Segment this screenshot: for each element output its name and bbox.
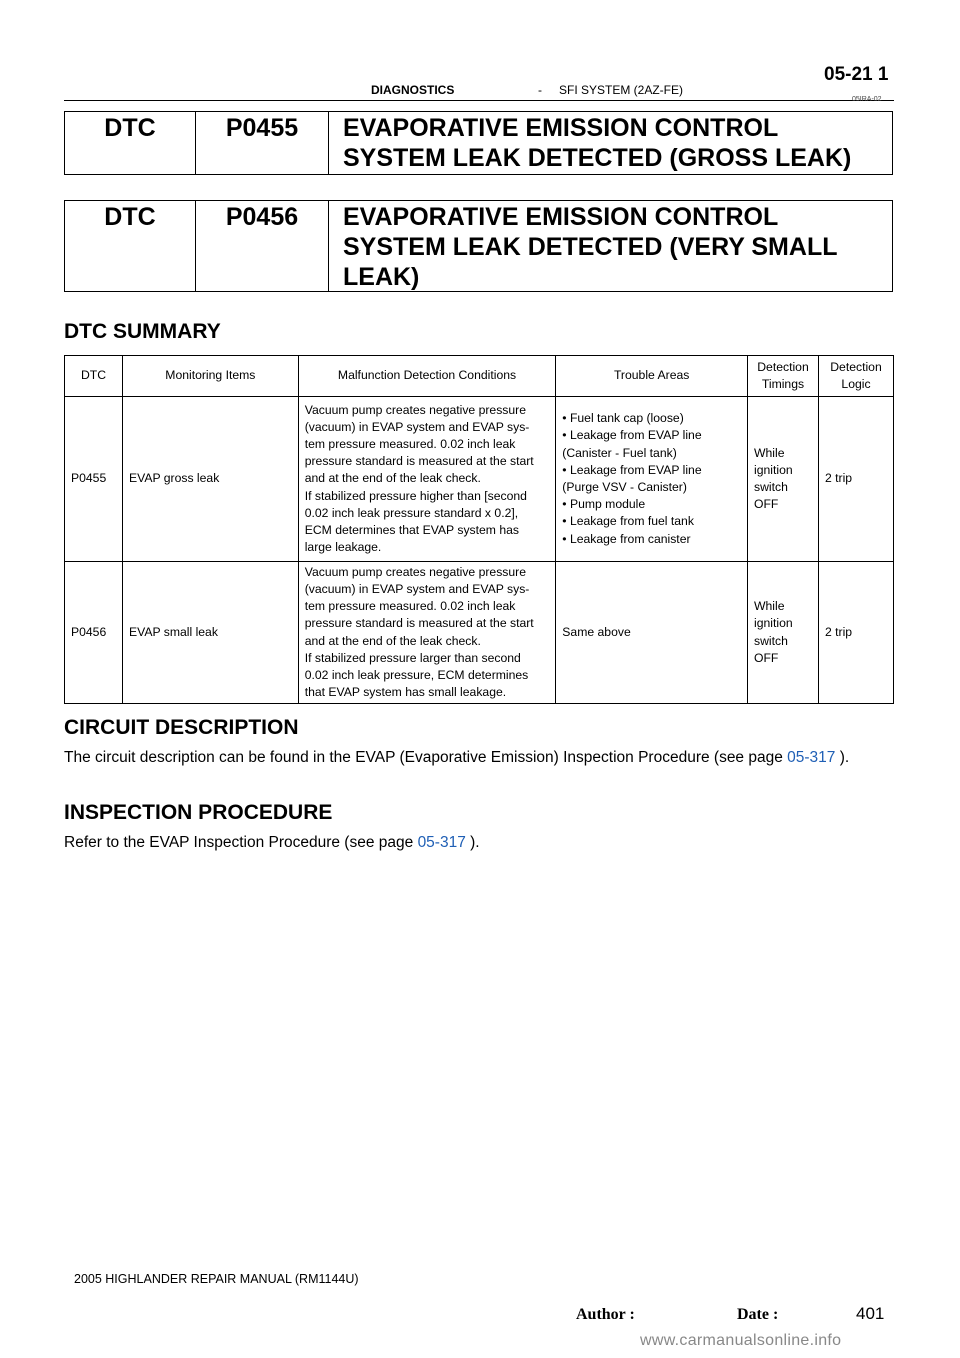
dtc-summary-heading: DTC SUMMARY	[64, 320, 221, 343]
dtc-label: DTC	[65, 112, 196, 174]
trouble-area-item: • Leakage from canister	[562, 531, 691, 546]
detection-logic-cell: 2 trip	[818, 397, 893, 562]
dtc-code: P0455	[196, 112, 329, 174]
detection-timing-cell: While ignition switch OFF	[748, 397, 819, 562]
table-header-row	[65, 356, 894, 397]
monitoring-item-cell: EVAP small leak	[122, 562, 298, 704]
dtc-title-line: LEAK)	[343, 263, 420, 291]
header-dash: -	[538, 83, 542, 97]
dtc-title-line: SYSTEM LEAK DETECTED (GROSS LEAK)	[343, 144, 852, 172]
detection-logic-cell: 2 trip	[818, 562, 893, 704]
dtc-summary-table	[64, 355, 894, 704]
page-link[interactable]: 05-317	[417, 834, 466, 851]
table-row	[65, 397, 894, 562]
column-header: Detection Timings	[748, 356, 819, 397]
page-number: 401	[856, 1304, 885, 1323]
dtc-cell: P0455	[65, 397, 123, 562]
dtc-code: P0456	[196, 201, 329, 291]
inspection-procedure-heading: INSPECTION PROCEDURE	[64, 801, 333, 824]
column-header: Monitoring Items	[122, 356, 298, 397]
trouble-area-item: Same above	[562, 624, 631, 639]
circuit-description-heading: CIRCUIT DESCRIPTION	[64, 716, 299, 739]
table-row	[65, 562, 894, 704]
trouble-area-item: • Fuel tank cap (loose)	[562, 411, 684, 426]
subsection-name: SFI SYSTEM (2AZ-FE)	[559, 83, 684, 97]
dtc-title-line: EVAPORATIVE EMISSION CONTROL	[343, 203, 779, 231]
paragraph-text: The circuit description can be found in the EVAP (Evaporative Emission) Inspection Procedure (see page	[64, 749, 788, 766]
conditions-cell: Vacuum pump creates negative pressure (vacuum) in EVAP system and EVAP sys- tem pressure measured. 0.02 inch leak pressure standard is measured at the start and at the end of the leak check. If stabilized pressure higher than [second 0.02 inch leak pressure standard x 0.2], ECM determines that EVAP system has large leakage.	[298, 397, 556, 562]
monitoring-item-cell: EVAP gross leak	[122, 397, 298, 562]
paragraph-tail: ).	[465, 834, 480, 851]
doc-code: 05IRA-02	[852, 96, 882, 103]
column-header: DTC	[65, 356, 123, 397]
column-header: Trouble Areas	[556, 356, 748, 397]
page-id: 05-21 1	[824, 64, 889, 85]
trouble-area-item: • Leakage from EVAP line (Canister - Fuel tank)	[562, 428, 702, 460]
trouble-areas-cell	[556, 397, 748, 562]
column-header: Detection Logic	[818, 356, 893, 397]
header-rule	[64, 100, 894, 101]
trouble-area-item: • Pump module	[562, 497, 646, 512]
dtc-title-line: SYSTEM LEAK DETECTED (VERY SMALL	[343, 233, 838, 261]
dtc-cell: P0456	[65, 562, 123, 704]
page-link[interactable]: 05-317	[787, 749, 836, 766]
dtc-label: DTC	[65, 201, 196, 291]
circuit-description-text	[64, 746, 894, 769]
dtc-title-box-p0456	[64, 200, 893, 292]
dtc-title-line: EVAPORATIVE EMISSION CONTROL	[343, 114, 779, 142]
trouble-area-item: • Leakage from EVAP line (Purge VSV - Canister)	[562, 462, 702, 494]
dtc-title	[329, 201, 892, 291]
dtc-title-box-p0455	[64, 111, 893, 175]
trouble-areas-cell	[556, 562, 748, 704]
column-header: Malfunction Detection Conditions	[298, 356, 556, 397]
inspection-procedure-text	[64, 831, 894, 854]
trouble-area-item: • Leakage from fuel tank	[562, 514, 694, 529]
manual-title: 2005 HIGHLANDER REPAIR MANUAL (RM1144U)	[74, 1272, 359, 1286]
detection-timing-cell: While ignition switch OFF	[748, 562, 819, 704]
paragraph-text: Refer to the EVAP Inspection Procedure (see page	[64, 834, 418, 851]
watermark: www.carmanualsonline.info	[640, 1332, 842, 1349]
date-label: Date :	[737, 1306, 779, 1323]
author-label: Author :	[576, 1306, 635, 1323]
paragraph-tail: ).	[835, 749, 850, 766]
dtc-title	[329, 112, 892, 174]
conditions-cell: Vacuum pump creates negative pressure (vacuum) in EVAP system and EVAP sys- tem pressure measured. 0.02 inch leak pressure standard is measured at the start and at the end of the leak check. If stabilized pressure larger than second 0.02 inch leak pressure, ECM determines that EVAP system has small leakage.	[298, 562, 556, 704]
section-name: DIAGNOSTICS	[371, 83, 455, 97]
